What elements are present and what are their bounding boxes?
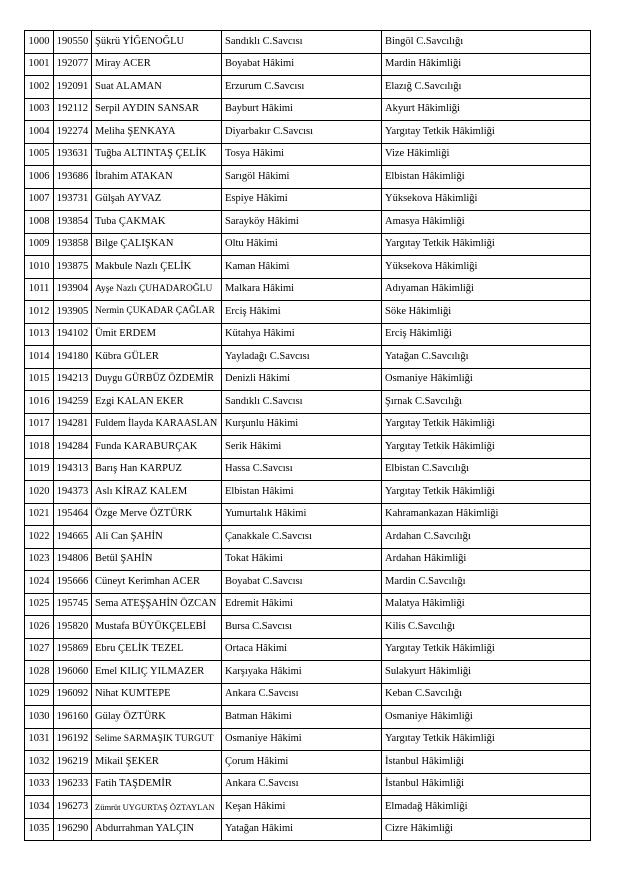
row-number-cell: 1019 bbox=[25, 458, 54, 481]
assigned-post-cell: Adıyaman Hâkimliği bbox=[382, 278, 591, 301]
name-cell: Şükrü YİĞENOĞLU bbox=[92, 31, 222, 54]
row-number-cell: 1018 bbox=[25, 436, 54, 459]
name-cell: Bilge ÇALIŞKAN bbox=[92, 233, 222, 256]
registry-number-cell: 190550 bbox=[54, 31, 92, 54]
current-post-cell: Hassa C.Savcısı bbox=[222, 458, 382, 481]
registry-number-cell: 193904 bbox=[54, 278, 92, 301]
name-cell: Betül ŞAHİN bbox=[92, 548, 222, 571]
assigned-post-cell: Osmaniye Hâkimliği bbox=[382, 368, 591, 391]
current-post-cell: Kurşunlu Hâkimi bbox=[222, 413, 382, 436]
row-number-cell: 1013 bbox=[25, 323, 54, 346]
registry-number-cell: 193905 bbox=[54, 301, 92, 324]
current-post-cell: Serik Hâkimi bbox=[222, 436, 382, 459]
registry-number-cell: 193858 bbox=[54, 233, 92, 256]
table-row bbox=[25, 661, 591, 684]
assigned-post-cell: Mardin C.Savcılığı bbox=[382, 571, 591, 594]
registry-number-cell: 196219 bbox=[54, 751, 92, 774]
current-post-cell: Denizli Hâkimi bbox=[222, 368, 382, 391]
current-post-cell: Erciş Hâkimi bbox=[222, 301, 382, 324]
table-row bbox=[25, 53, 591, 76]
table-row bbox=[25, 773, 591, 796]
row-number-cell: 1003 bbox=[25, 98, 54, 121]
name-cell: Ebru ÇELİK TEZEL bbox=[92, 638, 222, 661]
assigned-post-cell: Cizre Hâkimliği bbox=[382, 818, 591, 841]
registry-number-cell: 196060 bbox=[54, 661, 92, 684]
current-post-cell: Yumurtalık Hâkimi bbox=[222, 503, 382, 526]
assigned-post-cell: Yargıtay Tetkik Hâkimliği bbox=[382, 233, 591, 256]
name-cell: Fuldem İlayda KARAASLAN bbox=[92, 413, 222, 436]
name-cell: Abdurrahman YALÇIN bbox=[92, 818, 222, 841]
table-row bbox=[25, 593, 591, 616]
row-number-cell: 1011 bbox=[25, 278, 54, 301]
registry-number-cell: 196290 bbox=[54, 818, 92, 841]
assigned-post-cell: Elmadağ Hâkimliği bbox=[382, 796, 591, 819]
assigned-post-cell: Yüksekova Hâkimliği bbox=[382, 188, 591, 211]
name-cell: Funda KARABURÇAK bbox=[92, 436, 222, 459]
current-post-cell: Karşıyaka Hâkimi bbox=[222, 661, 382, 684]
row-number-cell: 1000 bbox=[25, 31, 54, 54]
name-cell: Tuba ÇAKMAK bbox=[92, 211, 222, 234]
assigned-post-cell: Elbistan C.Savcılığı bbox=[382, 458, 591, 481]
current-post-cell: Edremit Hâkimi bbox=[222, 593, 382, 616]
table-row bbox=[25, 458, 591, 481]
name-cell: Kübra GÜLER bbox=[92, 346, 222, 369]
name-cell: Tuğba ALTINTAŞ ÇELİK bbox=[92, 143, 222, 166]
table-row bbox=[25, 796, 591, 819]
row-number-cell: 1029 bbox=[25, 683, 54, 706]
row-number-cell: 1009 bbox=[25, 233, 54, 256]
row-number-cell: 1027 bbox=[25, 638, 54, 661]
assigned-post-cell: Yargıtay Tetkik Hâkimliği bbox=[382, 413, 591, 436]
assigned-post-cell: Söke Hâkimliği bbox=[382, 301, 591, 324]
assigned-post-cell: Mardin Hâkimliği bbox=[382, 53, 591, 76]
registry-number-cell: 196160 bbox=[54, 706, 92, 729]
registry-number-cell: 194665 bbox=[54, 526, 92, 549]
current-post-cell: Çorum Hâkimi bbox=[222, 751, 382, 774]
table-row bbox=[25, 233, 591, 256]
current-post-cell: Boyabat Hâkimi bbox=[222, 53, 382, 76]
table-row bbox=[25, 638, 591, 661]
assigned-post-cell: Yargıtay Tetkik Hâkimliği bbox=[382, 121, 591, 144]
registry-number-cell: 196233 bbox=[54, 773, 92, 796]
name-cell: Ümit ERDEM bbox=[92, 323, 222, 346]
assigned-post-cell: Vize Hâkimliği bbox=[382, 143, 591, 166]
row-number-cell: 1032 bbox=[25, 751, 54, 774]
row-number-cell: 1030 bbox=[25, 706, 54, 729]
current-post-cell: Bayburt Hâkimi bbox=[222, 98, 382, 121]
current-post-cell: Ankara C.Savcısı bbox=[222, 683, 382, 706]
registry-number-cell: 193686 bbox=[54, 166, 92, 189]
registry-number-cell: 195820 bbox=[54, 616, 92, 639]
registry-number-cell: 193631 bbox=[54, 143, 92, 166]
name-cell: Miray ACER bbox=[92, 53, 222, 76]
assigned-post-cell: Amasya Hâkimliği bbox=[382, 211, 591, 234]
row-number-cell: 1021 bbox=[25, 503, 54, 526]
assigned-post-cell: İstanbul Hâkimliği bbox=[382, 773, 591, 796]
name-cell: Suat ALAMAN bbox=[92, 76, 222, 99]
row-number-cell: 1033 bbox=[25, 773, 54, 796]
name-cell: Duygu GÜRBÜZ ÖZDEMİR bbox=[92, 368, 222, 391]
registry-number-cell: 193875 bbox=[54, 256, 92, 279]
name-cell: Emel KILIÇ YILMAZER bbox=[92, 661, 222, 684]
current-post-cell: Kaman Hâkimi bbox=[222, 256, 382, 279]
table-row bbox=[25, 166, 591, 189]
row-number-cell: 1017 bbox=[25, 413, 54, 436]
table-row bbox=[25, 76, 591, 99]
assigned-post-cell: Osmaniye Hâkimliği bbox=[382, 706, 591, 729]
current-post-cell: Ortaca Hâkimi bbox=[222, 638, 382, 661]
table-row bbox=[25, 98, 591, 121]
name-cell: Selime SARMAŞIK TURGUT bbox=[92, 728, 222, 751]
row-number-cell: 1006 bbox=[25, 166, 54, 189]
table-row bbox=[25, 31, 591, 54]
registry-number-cell: 194284 bbox=[54, 436, 92, 459]
current-post-cell: Erzurum C.Savcısı bbox=[222, 76, 382, 99]
name-cell: Barış Han KARPUZ bbox=[92, 458, 222, 481]
assigned-post-cell: Kilis C.Savcılığı bbox=[382, 616, 591, 639]
table-row bbox=[25, 323, 591, 346]
assigned-post-cell: Yargıtay Tetkik Hâkimliği bbox=[382, 436, 591, 459]
name-cell: Mikail ŞEKER bbox=[92, 751, 222, 774]
assigned-post-cell: Yargıtay Tetkik Hâkimliği bbox=[382, 728, 591, 751]
registry-number-cell: 195745 bbox=[54, 593, 92, 616]
assigned-post-cell: Keban C.Savcılığı bbox=[382, 683, 591, 706]
current-post-cell: Elbistan Hâkimi bbox=[222, 481, 382, 504]
current-post-cell: Diyarbakır C.Savcısı bbox=[222, 121, 382, 144]
current-post-cell: Tosya Hâkimi bbox=[222, 143, 382, 166]
table-row bbox=[25, 436, 591, 459]
table-row bbox=[25, 413, 591, 436]
name-cell: Ali Can ŞAHİN bbox=[92, 526, 222, 549]
current-post-cell: Ankara C.Savcısı bbox=[222, 773, 382, 796]
table-row bbox=[25, 728, 591, 751]
appointment-table bbox=[24, 30, 591, 841]
name-cell: Mustafa BÜYÜKÇELEBİ bbox=[92, 616, 222, 639]
registry-number-cell: 192274 bbox=[54, 121, 92, 144]
table-row bbox=[25, 526, 591, 549]
current-post-cell: Yatağan Hâkimi bbox=[222, 818, 382, 841]
registry-number-cell: 194313 bbox=[54, 458, 92, 481]
assigned-post-cell: Sulakyurt Hâkimliği bbox=[382, 661, 591, 684]
registry-number-cell: 193731 bbox=[54, 188, 92, 211]
name-cell: Gülşah AYVAZ bbox=[92, 188, 222, 211]
assigned-post-cell: İstanbul Hâkimliği bbox=[382, 751, 591, 774]
row-number-cell: 1007 bbox=[25, 188, 54, 211]
current-post-cell: Sandıklı C.Savcısı bbox=[222, 391, 382, 414]
table-row bbox=[25, 706, 591, 729]
table-row bbox=[25, 346, 591, 369]
name-cell: İbrahim ATAKAN bbox=[92, 166, 222, 189]
name-cell: Sema ATEŞŞAHİN ÖZCAN bbox=[92, 593, 222, 616]
registry-number-cell: 195869 bbox=[54, 638, 92, 661]
assigned-post-cell: Elbistan Hâkimliği bbox=[382, 166, 591, 189]
registry-number-cell: 192091 bbox=[54, 76, 92, 99]
table-row bbox=[25, 188, 591, 211]
assigned-post-cell: Ardahan C.Savcılığı bbox=[382, 526, 591, 549]
name-cell: Ayşe Nazlı ÇUHADAROĞLU bbox=[92, 278, 222, 301]
row-number-cell: 1020 bbox=[25, 481, 54, 504]
name-cell: Aslı KİRAZ KALEM bbox=[92, 481, 222, 504]
row-number-cell: 1034 bbox=[25, 796, 54, 819]
name-cell: Nihat KUMTEPE bbox=[92, 683, 222, 706]
current-post-cell: Yayladağı C.Savcısı bbox=[222, 346, 382, 369]
registry-number-cell: 196273 bbox=[54, 796, 92, 819]
name-cell: Özge Merve ÖZTÜRK bbox=[92, 503, 222, 526]
table-row bbox=[25, 481, 591, 504]
row-number-cell: 1004 bbox=[25, 121, 54, 144]
current-post-cell: Osmaniye Hâkimi bbox=[222, 728, 382, 751]
assigned-post-cell: Erciş Hâkimliği bbox=[382, 323, 591, 346]
current-post-cell: Sarayköy Hâkimi bbox=[222, 211, 382, 234]
table-row bbox=[25, 503, 591, 526]
current-post-cell: Oltu Hâkimi bbox=[222, 233, 382, 256]
table-row bbox=[25, 571, 591, 594]
row-number-cell: 1025 bbox=[25, 593, 54, 616]
registry-number-cell: 194806 bbox=[54, 548, 92, 571]
registry-number-cell: 194213 bbox=[54, 368, 92, 391]
table-row bbox=[25, 211, 591, 234]
registry-number-cell: 194180 bbox=[54, 346, 92, 369]
row-number-cell: 1001 bbox=[25, 53, 54, 76]
current-post-cell: Çanakkale C.Savcısı bbox=[222, 526, 382, 549]
name-cell: Cüneyt Kerimhan ACER bbox=[92, 571, 222, 594]
current-post-cell: Espiye Hâkimi bbox=[222, 188, 382, 211]
current-post-cell: Sandıklı C.Savcısı bbox=[222, 31, 382, 54]
table-row bbox=[25, 256, 591, 279]
table-row bbox=[25, 616, 591, 639]
registry-number-cell: 196192 bbox=[54, 728, 92, 751]
row-number-cell: 1026 bbox=[25, 616, 54, 639]
current-post-cell: Bursa C.Savcısı bbox=[222, 616, 382, 639]
row-number-cell: 1015 bbox=[25, 368, 54, 391]
registry-number-cell: 192112 bbox=[54, 98, 92, 121]
row-number-cell: 1028 bbox=[25, 661, 54, 684]
table-row bbox=[25, 121, 591, 144]
table-row bbox=[25, 751, 591, 774]
name-cell: Meliha ŞENKAYA bbox=[92, 121, 222, 144]
row-number-cell: 1010 bbox=[25, 256, 54, 279]
registry-number-cell: 194281 bbox=[54, 413, 92, 436]
current-post-cell: Sarıgöl Hâkimi bbox=[222, 166, 382, 189]
registry-number-cell: 195464 bbox=[54, 503, 92, 526]
row-number-cell: 1008 bbox=[25, 211, 54, 234]
table-row bbox=[25, 548, 591, 571]
name-cell: Serpil AYDIN SANSAR bbox=[92, 98, 222, 121]
name-cell: Ezgi KALAN EKER bbox=[92, 391, 222, 414]
assigned-post-cell: Malatya Hâkimliği bbox=[382, 593, 591, 616]
row-number-cell: 1005 bbox=[25, 143, 54, 166]
registry-number-cell: 195666 bbox=[54, 571, 92, 594]
assigned-post-cell: Yüksekova Hâkimliği bbox=[382, 256, 591, 279]
table-row bbox=[25, 818, 591, 841]
registry-number-cell: 194259 bbox=[54, 391, 92, 414]
current-post-cell: Kütahya Hâkimi bbox=[222, 323, 382, 346]
assigned-post-cell: Yargıtay Tetkik Hâkimliği bbox=[382, 638, 591, 661]
table-row bbox=[25, 278, 591, 301]
name-cell: Nermin ÇUKADAR ÇAĞLAR bbox=[92, 301, 222, 324]
table-row bbox=[25, 301, 591, 324]
row-number-cell: 1022 bbox=[25, 526, 54, 549]
row-number-cell: 1024 bbox=[25, 571, 54, 594]
row-number-cell: 1035 bbox=[25, 818, 54, 841]
assigned-post-cell: Akyurt Hâkimliği bbox=[382, 98, 591, 121]
assigned-post-cell: Kahramankazan Hâkimliği bbox=[382, 503, 591, 526]
current-post-cell: Boyabat C.Savcısı bbox=[222, 571, 382, 594]
assigned-post-cell: Elazığ C.Savcılığı bbox=[382, 76, 591, 99]
current-post-cell: Keşan Hâkimi bbox=[222, 796, 382, 819]
table-row bbox=[25, 368, 591, 391]
current-post-cell: Batman Hâkimi bbox=[222, 706, 382, 729]
current-post-cell: Malkara Hâkimi bbox=[222, 278, 382, 301]
registry-number-cell: 196092 bbox=[54, 683, 92, 706]
registry-number-cell: 193854 bbox=[54, 211, 92, 234]
assigned-post-cell: Bingöl C.Savcılığı bbox=[382, 31, 591, 54]
registry-number-cell: 192077 bbox=[54, 53, 92, 76]
registry-number-cell: 194373 bbox=[54, 481, 92, 504]
table-row bbox=[25, 683, 591, 706]
name-cell: Makbule Nazlı ÇELİK bbox=[92, 256, 222, 279]
name-cell: Zümrüt UYGURTAŞ ÖZTAYLAN bbox=[92, 796, 222, 819]
row-number-cell: 1023 bbox=[25, 548, 54, 571]
table-row bbox=[25, 391, 591, 414]
assigned-post-cell: Şırnak C.Savcılığı bbox=[382, 391, 591, 414]
current-post-cell: Tokat Hâkimi bbox=[222, 548, 382, 571]
registry-number-cell: 194102 bbox=[54, 323, 92, 346]
table-row bbox=[25, 143, 591, 166]
assigned-post-cell: Yatağan C.Savcılığı bbox=[382, 346, 591, 369]
name-cell: Fatih TAŞDEMİR bbox=[92, 773, 222, 796]
row-number-cell: 1012 bbox=[25, 301, 54, 324]
assigned-post-cell: Ardahan Hâkimliği bbox=[382, 548, 591, 571]
row-number-cell: 1014 bbox=[25, 346, 54, 369]
row-number-cell: 1002 bbox=[25, 76, 54, 99]
row-number-cell: 1031 bbox=[25, 728, 54, 751]
row-number-cell: 1016 bbox=[25, 391, 54, 414]
name-cell: Gülay ÖZTÜRK bbox=[92, 706, 222, 729]
assigned-post-cell: Yargıtay Tetkik Hâkimliği bbox=[382, 481, 591, 504]
